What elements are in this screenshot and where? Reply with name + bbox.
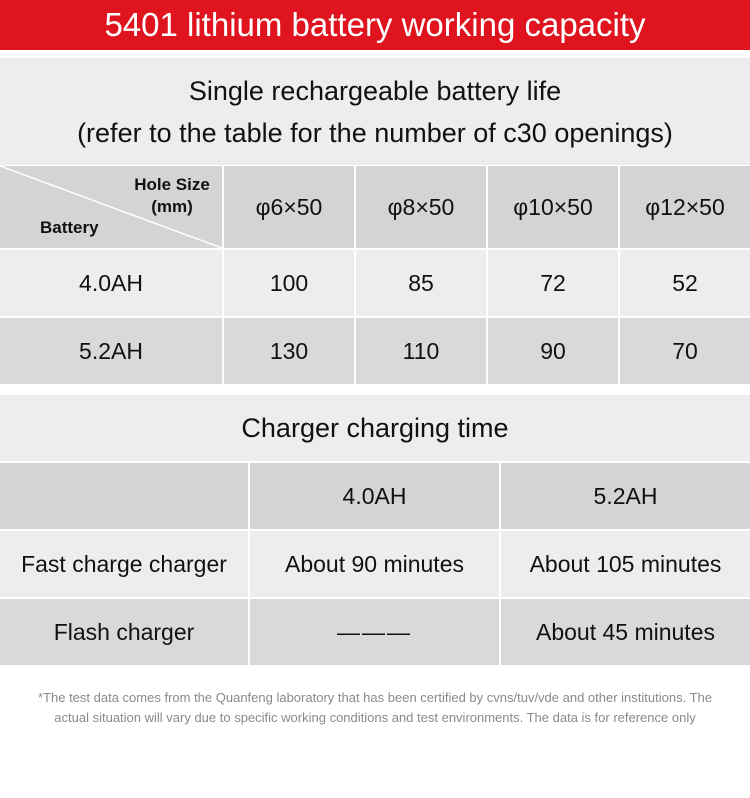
corner-hole-size: Hole Size (mm) [134,175,210,216]
table-cell: 70 [620,318,750,384]
table-cell: ——— [250,599,499,665]
column-header: 4.0AH [250,463,499,529]
battery-life-title: Single rechargeable battery life [188,76,562,106]
column-header: 5.2AH [501,463,750,529]
column-header: φ12×50 [620,166,750,248]
table-cell: 52 [620,250,750,316]
table-cell: 110 [356,318,486,384]
table-corner-cell [0,166,222,248]
row-label: 4.0AH [0,250,222,316]
empty-header-cell [0,463,248,529]
column-header: φ6×50 [224,166,354,248]
table-cell: About 45 minutes [501,599,750,665]
banner-title: 5401 lithium battery working capacity [0,0,750,50]
column-header: φ8×50 [356,166,486,248]
row-label: 5.2AH [0,318,222,384]
table-cell: 100 [224,250,354,316]
column-header: φ10×50 [488,166,618,248]
corner-battery-label: Battery [40,218,99,237]
table-cell: 72 [488,250,618,316]
table-cell: 85 [356,250,486,316]
charging-title: Charger charging time [0,395,750,461]
row-label: Flash charger [0,599,248,665]
battery-life-subtitle: (refer to the table for the number of c30 openings) [77,118,673,148]
footnote: *The test data comes from the Quanfeng laboratory that has been certified by cvns/tuv/vde and other institutions. The actual situation will vary due to specific working conditions and test environments. The data is for reference only [38,690,712,725]
table-cell: 130 [224,318,354,384]
row-label: Fast charge charger [0,531,248,597]
battery-life-header [0,58,750,165]
table-cell: About 105 minutes [501,531,750,597]
table-cell: 90 [488,318,618,384]
table-cell: About 90 minutes [250,531,499,597]
